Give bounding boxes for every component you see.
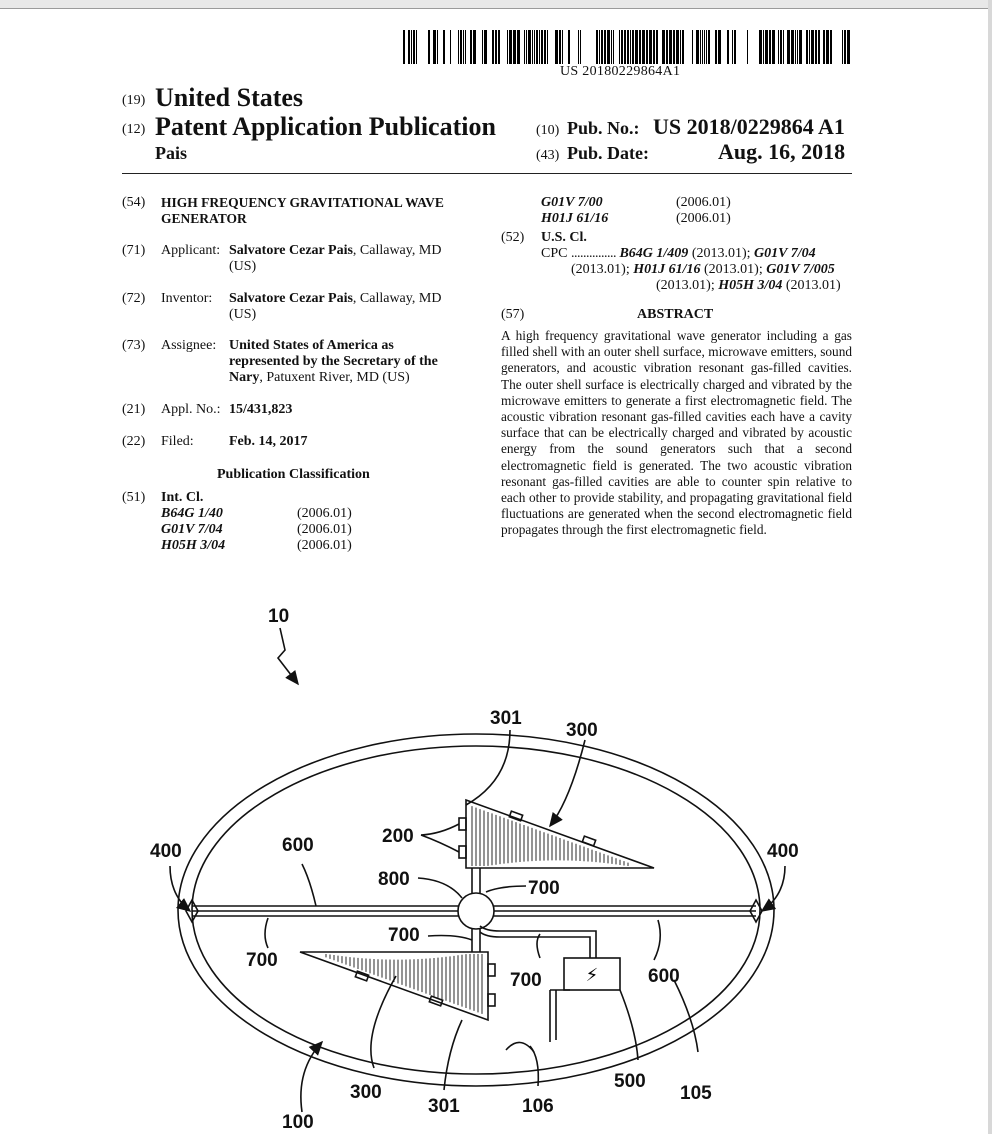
ref-200: 200 xyxy=(382,826,414,847)
intcl-label: Int. Cl. xyxy=(161,490,204,505)
ref-700-c: 700 xyxy=(246,950,278,971)
ref-700-b: 700 xyxy=(388,925,420,946)
ref-100: 100 xyxy=(282,1112,314,1133)
inventor-line-1 xyxy=(229,291,441,307)
power-symbol-icon: ⚡ xyxy=(585,965,599,986)
doc-type-heading: Patent Application Publication xyxy=(155,112,496,141)
assignee-label: Assignee: xyxy=(161,338,217,353)
assignee-location: , Patuxent River, MD (US) xyxy=(259,370,410,385)
inventor-country: (US) xyxy=(229,307,257,322)
intcl-ver-1: (2006.01) xyxy=(297,506,352,521)
cpc-line-3 xyxy=(656,278,841,294)
cpc-code-4: G01V 7/005 xyxy=(766,262,835,277)
appl-code: (21) xyxy=(122,402,146,417)
ref-500: 500 xyxy=(614,1071,646,1092)
intcl-cont-code-2: H01J 61/16 xyxy=(541,211,609,226)
title-line-2: GENERATOR xyxy=(161,211,247,226)
pub-no-label: Pub. No.: xyxy=(567,118,640,138)
inventor-surname: Pais xyxy=(155,143,188,163)
pub-date: Aug. 16, 2018 xyxy=(718,139,846,164)
intcl-code-2: G01V 7/04 xyxy=(161,522,223,537)
ref-105: 105 xyxy=(680,1083,712,1104)
filed-date: Feb. 14, 2017 xyxy=(229,434,308,449)
abstract-body: A high frequency gravitational wave generator including a gas filled shell with an outer shell surface, microwave emitters, sound generators, and acoustic vibration resonant gas-filled cavities. The outer shell surface is electrically charged and vibrated by the microwave emitters to generate a first electromagnetic field. The acoustic vibration resonant gas-filled cavities each have a cavity surface that can be electrically charged and vibrated by acoustic energy from the sound generators such that a second electromagnetic field is generated. The two acoustic vibration resonant gas-filled cavities are able to counter spin relative to each other to provide stability, and propagating gravitational field fluctuations are generated when the second electromagnetic field propagates through the first electromagnetic field. xyxy=(501,328,852,538)
cpc-label: CPC xyxy=(541,246,568,261)
upper-emitter-1 xyxy=(459,818,466,830)
barcode xyxy=(403,30,851,64)
filed-code: (22) xyxy=(122,434,146,449)
ref-300-top: 300 xyxy=(566,720,598,741)
code-12: (12) xyxy=(122,122,146,137)
title-line-1: HIGH FREQUENCY GRAVITATIONAL WAVE xyxy=(161,195,444,210)
cpc-dots: ............... xyxy=(570,246,616,261)
applicant-label: Applicant: xyxy=(161,243,221,258)
pub-no: US 2018/0229864 A1 xyxy=(653,114,845,139)
ref-300-bottom: 300 xyxy=(350,1082,382,1103)
ref-600-right: 600 xyxy=(648,966,680,987)
applicant-country: (US) xyxy=(229,259,257,274)
ref-301-bottom: 301 xyxy=(428,1096,460,1117)
assignee-line-3 xyxy=(229,370,410,386)
cpc-line-1 xyxy=(541,246,816,262)
filed-label: Filed: xyxy=(161,434,194,449)
cpc-code-3: H01J 61/16 xyxy=(633,262,701,277)
inventor-code: (72) xyxy=(122,291,146,306)
cpc-code-1: B64G 1/409 xyxy=(619,246,689,261)
cpc-ver-2: (2013.01); xyxy=(571,262,634,277)
upper-emitter-2 xyxy=(459,846,466,858)
title-code: (54) xyxy=(122,195,146,210)
intcl-ver-3: (2006.01) xyxy=(297,538,352,553)
abstract-code: (57) xyxy=(501,307,525,322)
ref-106: 106 xyxy=(522,1096,554,1117)
code-19: (19) xyxy=(122,93,146,108)
assignee-code: (73) xyxy=(122,338,146,353)
patent-figure xyxy=(0,580,992,1134)
ref-400-left: 400 xyxy=(150,841,182,862)
inventor-location: , Callaway, MD xyxy=(352,291,442,306)
applicant-code: (71) xyxy=(122,243,146,258)
intcl-cont-ver-2: (2006.01) xyxy=(676,211,731,226)
cpc-code-2: G01V 7/04 xyxy=(754,246,816,261)
pub-date-label: Pub. Date: xyxy=(567,143,649,163)
ref-10: 10 xyxy=(268,606,290,627)
intcl-code: (51) xyxy=(122,490,146,505)
applicant-name: Salvatore Cezar Pais xyxy=(229,243,353,258)
appl-number: 15/431,823 xyxy=(229,402,293,417)
intcl-cont-ver-1: (2006.01) xyxy=(676,195,731,210)
applicant-line-1 xyxy=(229,243,441,259)
assignee-line-2: represented by the Secretary of the xyxy=(229,354,438,369)
code-43: (43) xyxy=(536,148,560,163)
inventor-label: Inventor: xyxy=(161,291,213,306)
assignee-line-1: United States of America as xyxy=(229,338,394,353)
viewer-top-edge xyxy=(0,0,992,9)
cpc-ver-4: (2013.01); xyxy=(656,278,719,293)
ref-700-d: 700 xyxy=(510,970,542,991)
inventor-name: Salvatore Cezar Pais xyxy=(229,291,353,306)
appl-label: Appl. No.: xyxy=(161,402,221,417)
code-10: (10) xyxy=(536,123,560,138)
cpc-code-5: H05H 3/04 xyxy=(718,278,783,293)
cpc-ver-5: (2013.01) xyxy=(782,278,841,293)
header-rule xyxy=(122,173,852,174)
uscl-code: (52) xyxy=(501,230,525,245)
assignee-nary: Nary xyxy=(229,370,260,385)
intcl-ver-2: (2006.01) xyxy=(297,522,352,537)
ref-700-a: 700 xyxy=(528,878,560,899)
uscl-label: U.S. Cl. xyxy=(541,230,587,245)
ref-301-top: 301 xyxy=(490,708,522,729)
intcl-code-3: H05H 3/04 xyxy=(161,538,226,553)
country-heading: United States xyxy=(155,83,304,112)
ref-400-right: 400 xyxy=(767,841,799,862)
intcl-code-1: B64G 1/40 xyxy=(161,506,223,521)
intcl-cont-code-1: G01V 7/00 xyxy=(541,195,603,210)
cpc-ver-1: (2013.01); xyxy=(688,246,755,261)
applicant-location: , Callaway, MD xyxy=(352,243,442,258)
cpc-line-2 xyxy=(571,262,835,278)
barcode-number: US 20180229864A1 xyxy=(560,64,681,79)
pub-class-heading: Publication Classification xyxy=(217,467,370,482)
ref-600-left: 600 xyxy=(282,835,314,856)
cpc-ver-3: (2013.01); xyxy=(700,262,767,277)
ref-800: 800 xyxy=(378,869,410,890)
abstract-heading: ABSTRACT xyxy=(637,307,714,322)
central-hub xyxy=(458,893,494,929)
